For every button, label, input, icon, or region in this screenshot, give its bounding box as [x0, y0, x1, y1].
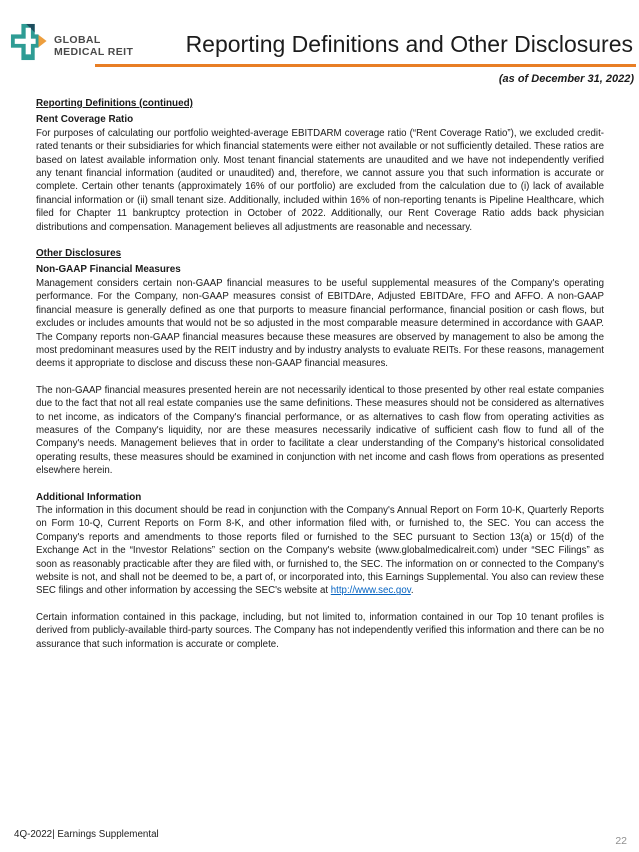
- logo-text-line2: MEDICAL REIT: [54, 46, 134, 58]
- footer-document-label: 4Q-2022| Earnings Supplemental: [14, 829, 159, 840]
- section-heading-other-disclosures: Other Disclosures: [36, 248, 122, 260]
- page-title: Reporting Definitions and Other Disclosures: [185, 31, 633, 57]
- paragraph-additional-information-1: [36, 504, 604, 598]
- paragraph-non-gaap-1: Management considers certain non-GAAP financial measures to be useful supplemental measures of the Company's operating performance. For the Company, non-GAAP measures consist of EBITDAre, Adjusted EBITDAre, FFO and AFFO. A non-GAAP financial measure is generally defined as one that purports to measure financial performance, financial position or cash flows, but excludes or includes amounts that would not be so adjusted in the most comparable measure determined in accordance with GAAP. The Company reports non-GAAP financial measures because these measures are observed by management to also be among the most predominant measures used by the REIT industry and by industry analysts to evaluate REITs. For these reasons, management deems it appropriate to disclose and discuss these non-GAAP financial measures.: [36, 277, 604, 370]
- as-of-date: (as of December 31, 2022): [498, 73, 634, 85]
- subheading-additional-information: Additional Information: [36, 491, 142, 503]
- page-header: [0, 0, 639, 62]
- title-underline-rule: [95, 64, 636, 67]
- document-content: [0, 85, 639, 651]
- paragraph-rent-coverage-ratio: For purposes of calculating our portfolio weighted-average EBITDARM coverage ratio (“Rent Coverage Ratio”), we excluded credit-rated tenants or their subsidiaries for which financial statements were either not available or not sufficiently detailed. These ratios are based on latest available information only. Most tenant financial statements are unaudited and we have not independently verified any tenant financial information (audited or unaudited) and, therefore, we cannot assure you that such information is accurate or complete. Certain other tenants (approximately 16% of our portfolio) are excluded from the calculation due to (i) lack of available financial information or (ii) small tenant size. Additionally, included within 16% of non-reporting tenants is Pipeline Healthcare, which filed for Chapter 11 bankruptcy protection in October of 2022. Additionally, our Rent Coverage Ratio adds back physician distributions and compensation. Management believes all adjustments are reasonable and necessary.: [36, 127, 604, 233]
- paragraph-additional-information-2: Certain information contained in this package, including, but not limited to, information contained in our Top 10 tenant profiles is derived from publicly-available third-party sources. The Company has not independently verified this information and there can be no assurance that such information is accurate or complete.: [36, 611, 604, 650]
- subheading-non-gaap-financial-measures: Non-GAAP Financial Measures: [36, 264, 181, 276]
- company-logo: [10, 22, 133, 62]
- logo-text-line1: GLOBAL: [54, 34, 101, 46]
- sec-website-link[interactable]: http://www.sec.gov: [330, 585, 411, 597]
- company-logo-text: [54, 34, 133, 58]
- paragraph-non-gaap-2: The non-GAAP financial measures presented herein are not necessarily identical to those presented by other real estate companies due to the fact that not all real estate companies use the same definitions. These measures should not be considered as alternatives to net income, as indicators of the Company's financial performance, or as alternatives to cash flow from operating activities as measures of the Company's liquidity, nor are these measures necessarily indicative of sufficient cash flow to fund all of the Company's needs. Management believes that in order to facilitate a clear understanding of the Company's historical consolidated operating results, these measures should be examined in conjunction with net income and cash flows from operations as presented elsewhere herein.: [36, 384, 604, 477]
- page-number: 22: [615, 835, 627, 847]
- section-heading-reporting-definitions: Reporting Definitions (continued): [36, 98, 193, 109]
- additional-info-text-before-link: The information in this document should be read in conjunction with the Company's Annual Report on Form 10-K, Quarterly Reports on Form 10-Q, Current Reports on Form 8-K, and other information filed with, or furnished to, the SEC. You can access the Company's reports and amendments to those reports filed or furnished to the SEC pursuant to Section 13(a) or 15(d) of the Exchange Act in the “Investor Relations” section on the Company's website (www.globalmedicalreit.com) under “SEC Filings” as soon as reasonably practicable after they are filed with, or furnished to, the SEC. The information on or connected to the Company's website is not, and shall not be deemed to be, a part of, or incorporated into, this Earnings Supplemental. You also can review these SEC filings and other information by accessing the SEC's website at: [36, 504, 604, 597]
- medical-cross-logo-icon: [10, 22, 48, 62]
- additional-info-text-after-link: .: [410, 585, 414, 597]
- subheading-rent-coverage-ratio: Rent Coverage Ratio: [36, 114, 134, 126]
